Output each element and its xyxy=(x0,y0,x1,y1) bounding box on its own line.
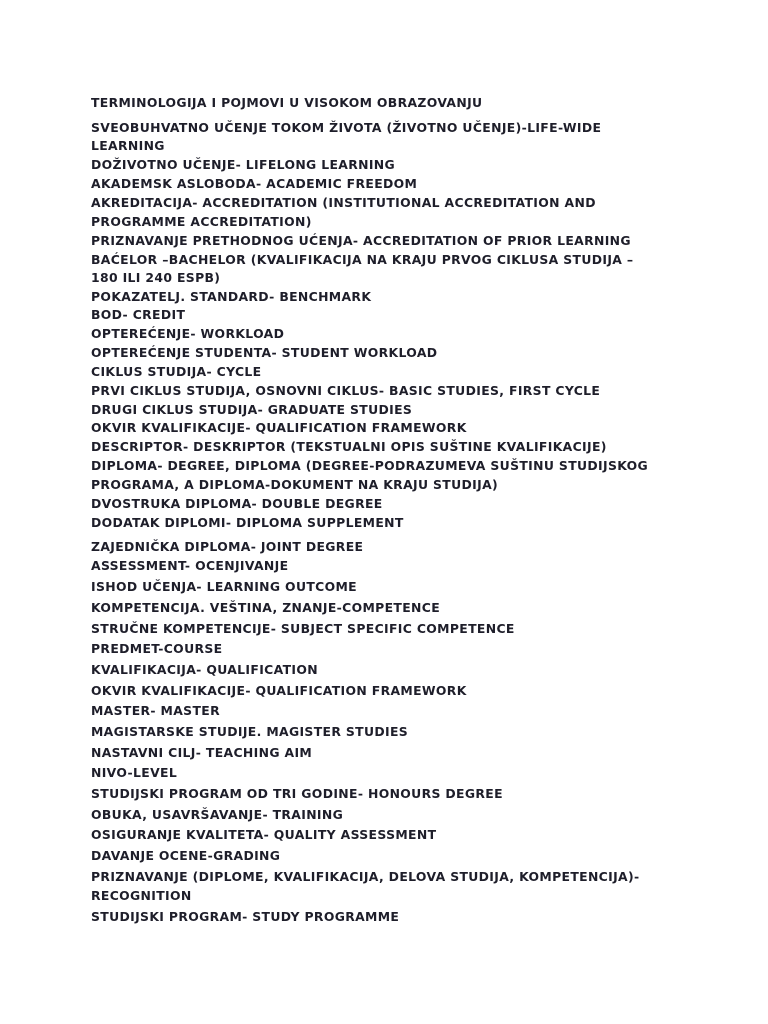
term-line: 180 ILI 240 ESPB) xyxy=(91,270,221,285)
term-line: NASTAVNI CILJ- TEACHING AIM xyxy=(91,745,313,760)
term-line: DIPLOMA- DEGREE, DIPLOMA (DEGREE-PODRAZUMEVA SUŠTINU STUDIJSKOG xyxy=(91,458,649,473)
term-line: BOD- CREDIT xyxy=(91,307,186,322)
term-line: DODATAK DIPLOMI- DIPLOMA SUPPLEMENT xyxy=(91,515,404,530)
term-line: DRUGI CIKLUS STUDIJA- GRADUATE STUDIES xyxy=(91,402,413,417)
term-line: ZAJEDNIČKA DIPLOMA- JOINT DEGREE xyxy=(91,539,364,554)
term-line: PRVI CIKLUS STUDIJA, OSNOVNI CIKLUS- BASIC STUDIES, FIRST CYCLE xyxy=(91,383,601,398)
term-line: DVOSTRUKA DIPLOMA- DOUBLE DEGREE xyxy=(91,496,383,511)
term-line: OPTEREĆENJE- WORKLOAD xyxy=(91,326,285,341)
term-line: ASSESSMENT- OCENJIVANJE xyxy=(91,558,289,573)
term-line: DOŽIVOTNO UČENJE- LIFELONG LEARNING xyxy=(91,157,396,172)
term-line: SVEOBUHVATNO UČENJE TOKOM ŽIVOTA (ŽIVOTNO UČENJE)-LIFE-WIDE xyxy=(91,120,602,135)
term-line: OBUKA, USAVRŠAVANJE- TRAINING xyxy=(91,807,344,822)
term-line: POKAZATELJ. STANDARD- BENCHMARK xyxy=(91,289,372,304)
term-line: KOMPETENCIJA. VEŠTINA, ZNANJE-COMPETENCE xyxy=(91,600,441,615)
term-line: KVALIFIKACIJA- QUALIFICATION xyxy=(91,662,318,677)
term-line: PROGRAMA, A DIPLOMA-DOKUMENT NA KRAJU STUDIJA) xyxy=(91,477,499,492)
term-line: PREDMET-COURSE xyxy=(91,641,223,656)
term-line: RECOGNITION xyxy=(91,888,192,903)
document-title: TERMINOLOGIJA I POJMOVI U VISOKOM OBRAZOVANJU xyxy=(91,95,483,110)
term-line: PRIZNAVANJE PRETHODNOG UĆENJA- ACCREDITATION OF PRIOR LEARNING xyxy=(91,233,631,248)
term-line: OPTEREĆENJE STUDENTA- STUDENT WORKLOAD xyxy=(91,345,438,360)
term-line: MAGISTARSKE STUDIJE. MAGISTER STUDIES xyxy=(91,724,409,739)
term-line: OKVIR KVALIFIKACIJE- QUALIFICATION FRAMEWORK xyxy=(91,420,467,435)
term-line: NIVO-LEVEL xyxy=(91,765,178,780)
term-line: AKREDITACIJA- ACCREDITATION (INSTITUTIONAL ACCREDITATION AND xyxy=(91,195,596,210)
term-line: PROGRAMME ACCREDITATION) xyxy=(91,214,312,229)
term-line: CIKLUS STUDIJA- CYCLE xyxy=(91,364,262,379)
term-line: BAĆELOR –BACHELOR (KVALIFIKACIJA NA KRAJU PRVOG CIKLUSA STUDIJA – xyxy=(91,252,634,267)
term-line: DAVANJE OCENE-GRADING xyxy=(91,848,281,863)
term-line: STUDIJSKI PROGRAM OD TRI GODINE- HONOURS DEGREE xyxy=(91,786,503,801)
term-line: AKADEMSK ASLOBODA- ACADEMIC FREEDOM xyxy=(91,176,418,191)
term-line: LEARNING xyxy=(91,138,165,153)
term-line: ISHOD UČENJA- LEARNING OUTCOME xyxy=(91,579,357,594)
term-line: STUDIJSKI PROGRAM- STUDY PROGRAMME xyxy=(91,909,400,924)
term-line: STRUČNE KOMPETENCIJE- SUBJECT SPECIFIC COMPETENCE xyxy=(91,621,515,636)
term-line: MASTER- MASTER xyxy=(91,703,220,718)
term-line: OKVIR KVALIFIKACIJE- QUALIFICATION FRAMEWORK xyxy=(91,683,467,698)
term-line: OSIGURANJE KVALITETA- QUALITY ASSESSMENT xyxy=(91,827,437,842)
term-line: PRIZNAVANJE (DIPLOME, KVALIFIKACIJA, DELOVA STUDIJA, KOMPETENCIJA)- xyxy=(91,869,640,884)
term-line: DESCRIPTOR- DESKRIPTOR (TEKSTUALNI OPIS SUŠTINE KVALIFIKACIJE) xyxy=(91,439,607,454)
